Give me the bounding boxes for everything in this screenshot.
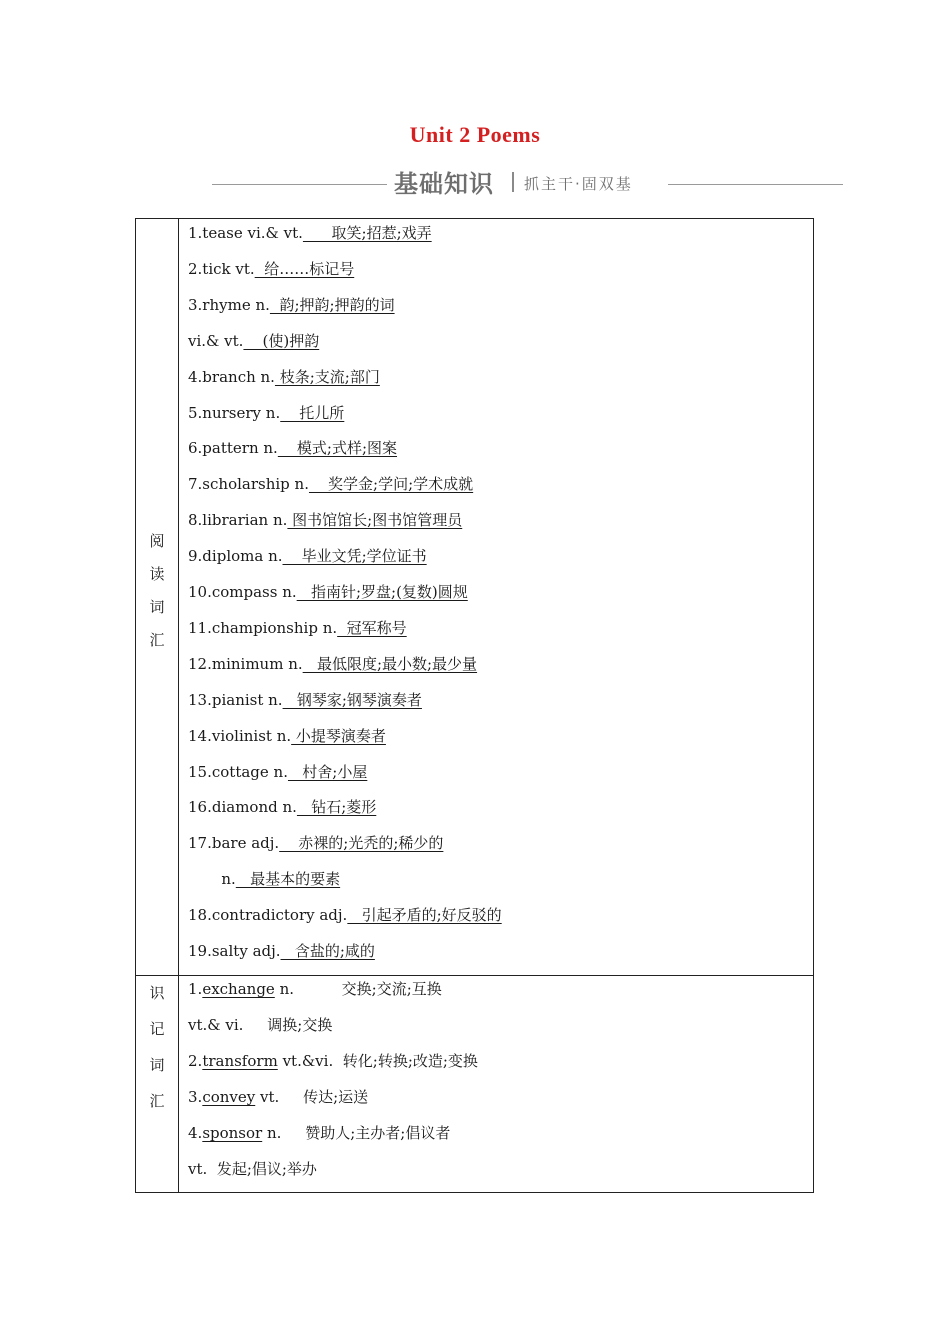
item-number: 1. xyxy=(188,980,203,998)
vocab-row xyxy=(188,259,354,279)
section-label-char: 汇 xyxy=(149,631,165,649)
section-label-char: 词 xyxy=(149,1056,165,1074)
vocab-answer: 取笑;招惹;戏弄 xyxy=(302,224,432,242)
item-number: 3. xyxy=(188,1088,203,1106)
vocab-answer: 图书馆馆长;图书馆管理员 xyxy=(287,511,463,530)
banner-title: 基础知识 xyxy=(394,170,494,198)
vocab-term: 5.nursery n. xyxy=(188,403,281,422)
vocab-answer: 赤裸的;光秃的;稀少的 xyxy=(279,834,444,853)
vocab-row xyxy=(188,869,340,889)
vocab-row xyxy=(188,546,427,566)
vocab-term: 14.violinist n. xyxy=(188,726,292,745)
vocab-meaning: 发起;倡议;举办 xyxy=(207,1160,317,1178)
vocab-row xyxy=(188,797,376,817)
vocab-term: 4.branch n. xyxy=(188,367,275,386)
section-label-char: 词 xyxy=(149,598,165,616)
part-of-speech: vt. xyxy=(255,1088,280,1106)
vocab-answer: (使)押韵 xyxy=(243,331,320,350)
page-title: Unit 2 Poems xyxy=(409,122,541,147)
vocab-term: 11.championship n. xyxy=(188,618,338,637)
vocab-answer: 钻石;菱形 xyxy=(296,798,377,817)
vocab-term: 19.salty adj. xyxy=(188,942,281,960)
vocab-row xyxy=(188,510,462,530)
vocab-answer: 韵;押韵;押韵的词 xyxy=(269,295,395,314)
vocab-row xyxy=(188,474,473,494)
table-row-divider xyxy=(136,975,813,976)
vocab-row xyxy=(188,654,477,674)
vocab-answer: 模式;式样;图案 xyxy=(277,439,398,458)
item-number: 4. xyxy=(188,1124,203,1142)
banner-left-rule xyxy=(212,184,387,185)
vocab-row xyxy=(188,1051,478,1071)
vocab-answer: 奖学金;学问;学术成就 xyxy=(308,475,474,494)
vocab-term: 13.pianist n. xyxy=(188,690,283,709)
vocab-term: 15.cottage n. xyxy=(188,762,288,781)
vocab-term: 6.pattern n. xyxy=(188,439,278,458)
vocab-row xyxy=(188,331,319,351)
vocab-row xyxy=(188,582,468,602)
vocab-row xyxy=(188,295,395,315)
vocab-answer: 含盐的;咸的 xyxy=(280,942,375,960)
part-of-speech: vt.& vi. xyxy=(188,1016,244,1034)
vocab-row xyxy=(188,618,407,638)
vocab-row xyxy=(188,833,443,853)
table-column-divider xyxy=(178,219,179,1192)
vocab-row xyxy=(188,438,397,458)
vocab-row xyxy=(188,1123,450,1143)
section-label-char: 读 xyxy=(149,565,165,583)
vocab-answer: 钢琴家;钢琴演奏者 xyxy=(282,690,422,709)
vocab-term: 7.scholarship n. xyxy=(188,475,309,494)
vocab-answer: 最基本的要素 xyxy=(235,870,341,889)
vocab-answer: 引起矛盾的;好反驳的 xyxy=(347,906,502,925)
item-number: 2. xyxy=(188,1052,203,1070)
vocab-term: 18.contradictory adj. xyxy=(188,906,348,925)
vocabulary-table xyxy=(135,218,814,1193)
part-of-speech: n. xyxy=(274,980,294,998)
banner-right-rule xyxy=(668,184,843,185)
vocab-answer: 毕业文凭;学位证书 xyxy=(282,547,427,566)
section-label-char: 汇 xyxy=(149,1092,165,1110)
banner-divider xyxy=(512,172,514,192)
vocab-row xyxy=(188,223,432,243)
section-banner xyxy=(0,160,950,210)
vocab-term: 9.diploma n. xyxy=(188,547,283,566)
vocab-answer: 最低限度;最小数;最少量 xyxy=(302,654,478,673)
part-of-speech: n. xyxy=(262,1124,282,1142)
vocab-word: convey xyxy=(202,1088,256,1106)
vocab-word: transform xyxy=(202,1052,278,1070)
vocab-answer: 村舍;小屋 xyxy=(287,762,368,781)
vocab-answer: 给……标记号 xyxy=(254,259,355,278)
vocab-term: 8.librarian n. xyxy=(188,511,288,530)
vocab-meaning: 传达;运送 xyxy=(279,1088,369,1106)
vocab-row xyxy=(188,1087,368,1107)
vocab-word: exchange xyxy=(202,980,275,998)
vocab-row xyxy=(188,690,422,710)
vocab-term: 12.minimum n. xyxy=(188,654,303,673)
vocab-row xyxy=(188,367,380,387)
vocab-term: 2.tick vt. xyxy=(188,259,255,278)
vocab-meaning: 调换;交换 xyxy=(243,1016,333,1034)
vocab-term: vi.& vt. xyxy=(188,331,244,350)
vocab-term: 10.compass n. xyxy=(188,583,297,601)
vocab-row xyxy=(188,905,502,925)
vocab-term: 16.diamond n. xyxy=(188,798,297,817)
vocab-answer: 托儿所 xyxy=(280,403,345,422)
vocab-row xyxy=(188,941,375,961)
vocab-row xyxy=(188,762,367,782)
vocab-row xyxy=(188,726,386,746)
vocab-row xyxy=(188,1159,317,1179)
vocab-meaning: 交换;交流;互换 xyxy=(294,980,442,998)
section-label-char: 阅 xyxy=(149,532,165,550)
vocab-answer: 冠军称号 xyxy=(337,618,407,637)
banner-subtitle: 抓主干·固双基 xyxy=(524,175,633,193)
vocab-meaning: 转化;转换;改造;变换 xyxy=(333,1052,478,1070)
vocab-term: 1.tease vi.& vt. xyxy=(188,224,303,242)
vocab-term: 3.rhyme n. xyxy=(188,295,270,314)
vocab-row xyxy=(188,979,442,999)
vocab-answer: 枝条;支流;部门 xyxy=(274,367,380,386)
vocab-term: 17.bare adj. xyxy=(188,834,280,853)
vocab-answer: 指南针;罗盘;(复数)圆规 xyxy=(296,583,468,601)
part-of-speech: vt. xyxy=(188,1160,208,1178)
vocab-row xyxy=(188,403,344,423)
part-of-speech: vt.&vi. xyxy=(277,1052,334,1070)
vocab-term: n. xyxy=(188,870,236,889)
vocab-answer: 小提琴演奏者 xyxy=(291,726,386,745)
vocab-word: sponsor xyxy=(202,1124,263,1142)
section-label-char: 记 xyxy=(149,1020,165,1038)
section-label-char: 识 xyxy=(149,984,165,1002)
vocab-row xyxy=(188,1015,332,1035)
vocab-meaning: 赞助人;主办者;倡议者 xyxy=(281,1124,451,1142)
